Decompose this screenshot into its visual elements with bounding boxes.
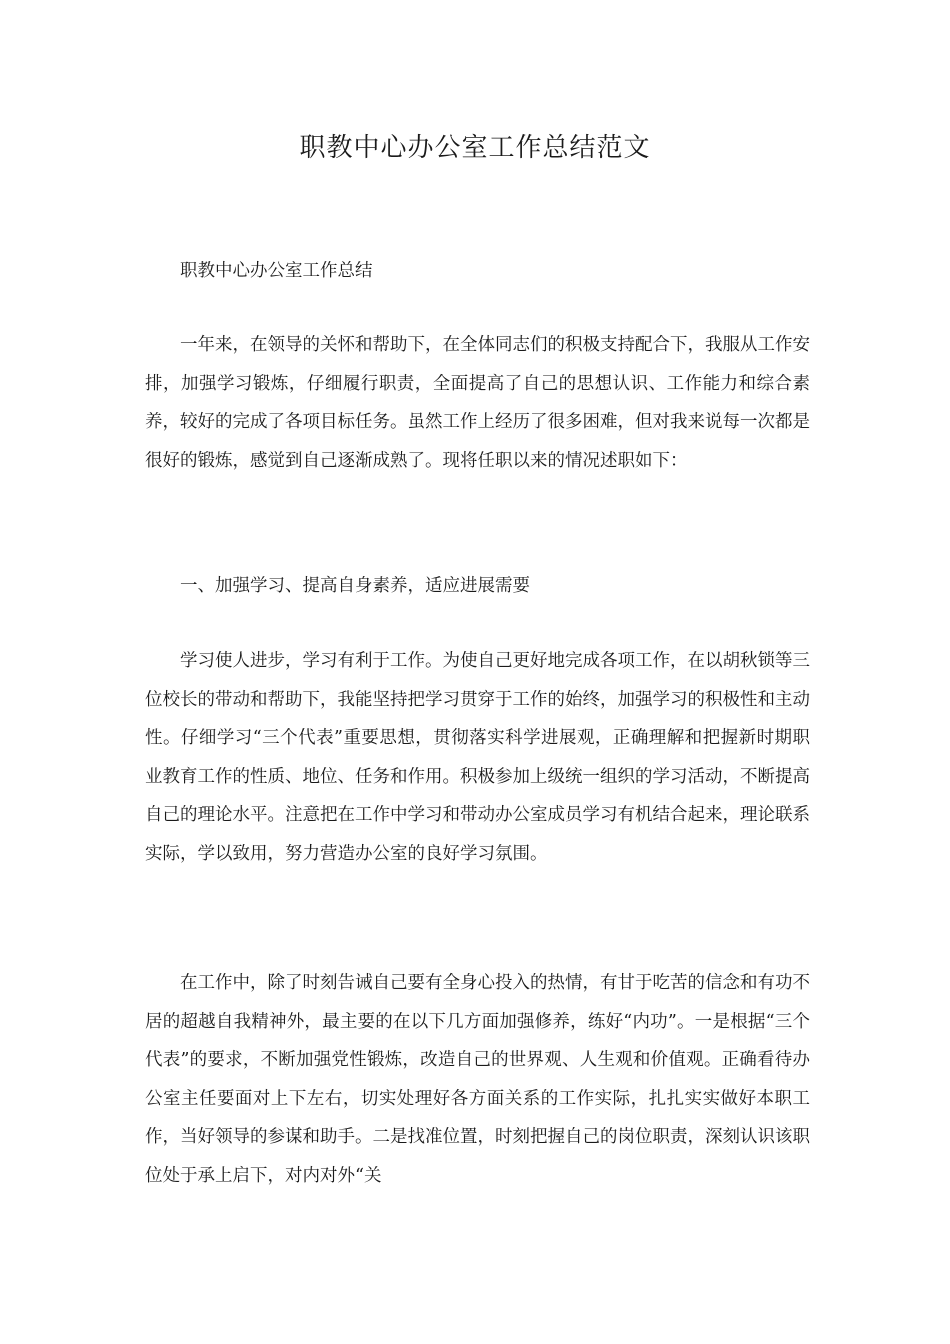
document-title: 职教中心办公室工作总结范文 [299, 133, 651, 163]
paragraph-intro: 一年来，在领导的关怀和帮助下，在全体同志们的积极支持配合下，我服从工作安排，加强学习锻炼，仔细履行职责，全面提高了自己的思想认识、工作能力和综合素养，较好的完成了各项目标任务。虽然工作上经历了很多困难，但对我来说每一次都是很好的锻炼，感觉到自己逐渐成熟了。现将任职以来的情况述职如下： [145, 335, 810, 471]
paragraph-study: 学习使人进步，学习有利于工作。为使自己更好地完成各项工作，在以胡秋锁等三位校长的带动和帮助下，我能坚持把学习贯穿于工作的始终，加强学习的积极性和主动性。仔细学习“三个代表”重要思想，贯彻落实科学进展观，正确理解和把握新时期职业教育工作的性质、地位、任务和作用。积极参加上级统一组织的学习活动，不断提高自己的理论水平。注意把在工作中学习和带动办公室成员学习有机结合起来，理论联系实际，学以致用，努力营造办公室的良好学习氛围。 [145, 651, 810, 864]
paragraph-work: 在工作中，除了时刻告诫自己要有全身心投入的热情，有甘于吃苦的信念和有功不居的超越自我精神外，最主要的在以下几方面加强修养，练好“内功”。一是根据“三个代表”的要求，不断加强党性锻炼，改造自己的世界观、人生观和价值观。正确看待办公室主任要面对上下左右，切实处理好各方面关系的工作实际，扎扎实实做好本职工作，当好领导的参谋和助手。二是找准位置，时刻把握自己的岗位职责，深刻认识该职位处于承上启下，对内对外“关 [145, 973, 810, 1186]
document-subtitle: 职教中心办公室工作总结 [180, 261, 373, 281]
section-heading-1: 一、加强学习、提高自身素养，适应进展需要 [180, 576, 530, 596]
